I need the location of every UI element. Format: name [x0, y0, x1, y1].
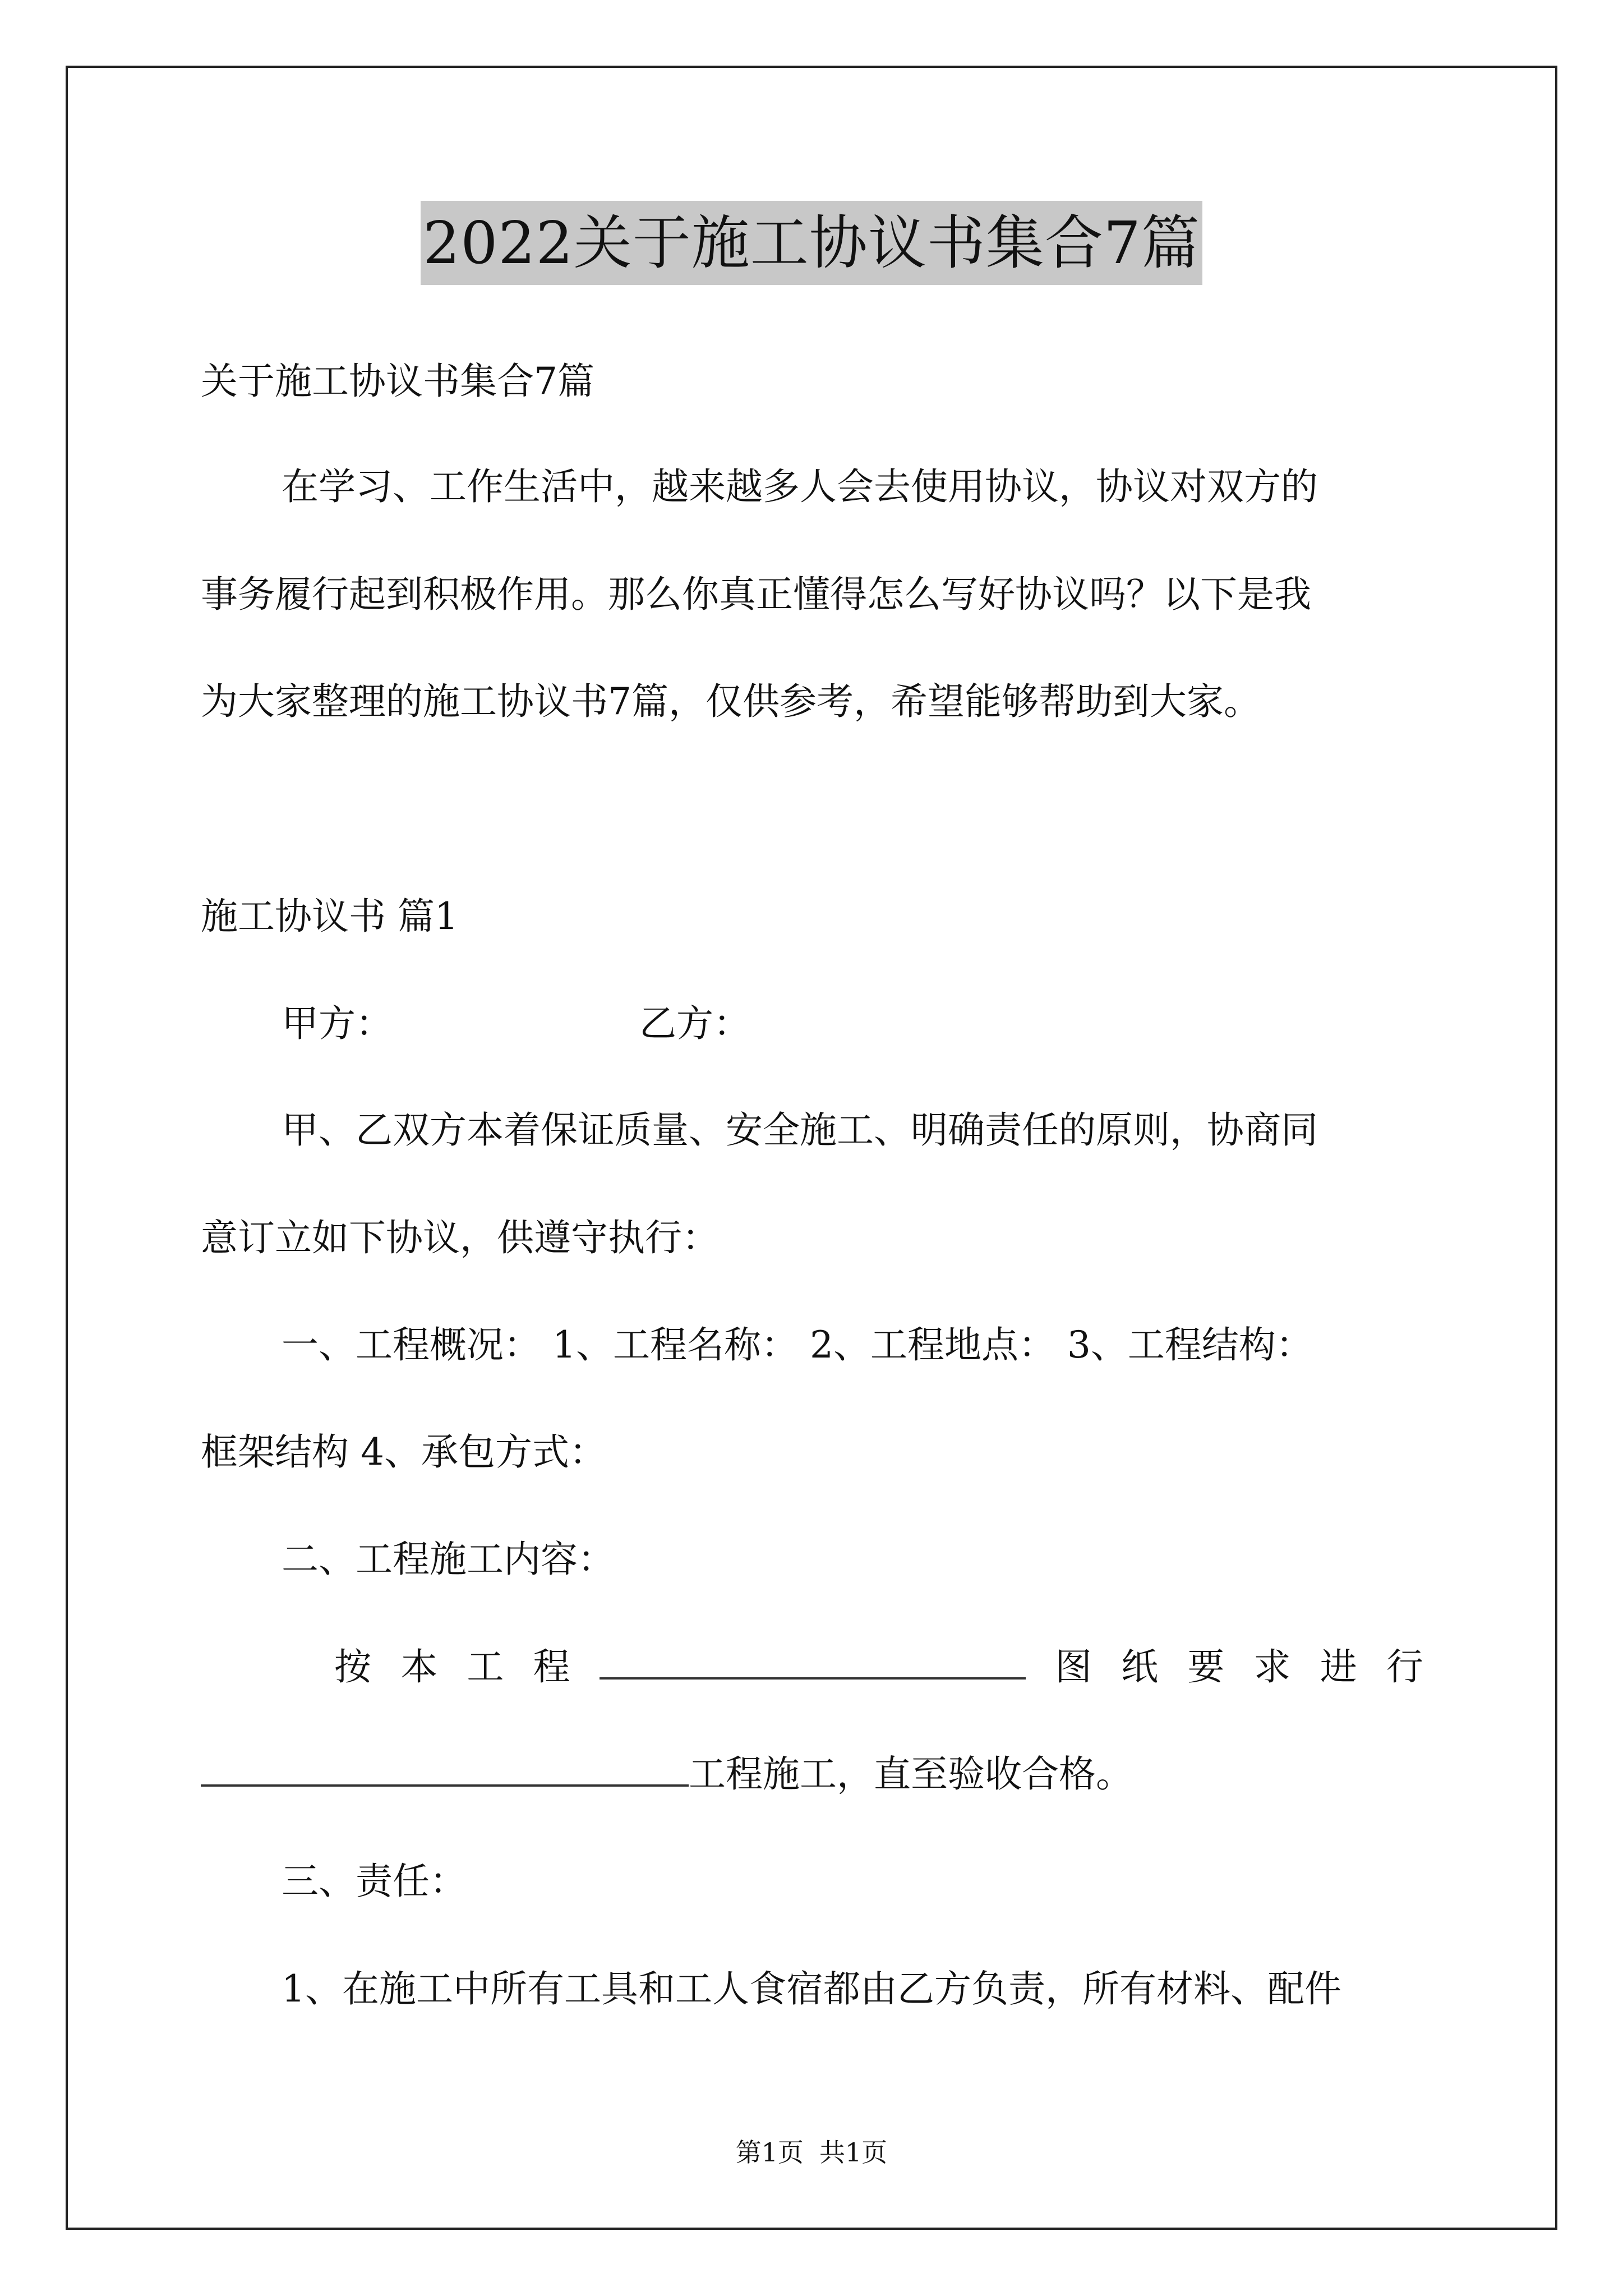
principle-line-2: 意订立如下协议，供遵守执行： [201, 1216, 719, 1259]
content-heading: 二、工程施工内容： [282, 1538, 615, 1581]
content-char: 求 [1253, 1645, 1291, 1688]
overview-line-2: 框架结构 4、承包方式： [201, 1430, 606, 1474]
content-char: 进 [1320, 1645, 1357, 1688]
intro-line-3: 为大家整理的施工协议书7篇，仅供参考，希望能够帮助到大家。 [201, 680, 1261, 723]
page-number: 第1页 [735, 2137, 804, 2168]
blank-underline [201, 1753, 689, 1787]
content-char: 纸 [1121, 1645, 1159, 1688]
content-char: 按 [334, 1645, 371, 1688]
principle-line-1: 甲、乙双方本着保证质量、安全施工、明确责任的原则，协商同 [282, 1108, 1318, 1152]
content-char: 图 [1054, 1645, 1092, 1688]
blank-underline [600, 1646, 1026, 1680]
content-char: 本 [400, 1645, 438, 1688]
document-title: 2022关于施工协议书集合7篇 [421, 201, 1202, 285]
overview-line-1: 一、工程概况： 1、工程名称： 2、工程地点： 3、工程结构： [282, 1323, 1313, 1366]
document-subtitle: 关于施工协议书集合7篇 [201, 360, 594, 403]
content-line-1 [334, 1645, 1423, 1690]
section-heading: 施工协议书 篇1 [201, 895, 458, 938]
content-char: 工 [467, 1645, 504, 1688]
content-char: 要 [1187, 1645, 1225, 1688]
page-footer [0, 2136, 1623, 2169]
party-a-label: 甲方： [282, 1002, 393, 1045]
party-b-label: 乙方： [639, 1002, 750, 1045]
page-total: 共1页 [819, 2137, 888, 2168]
intro-line-2: 事务履行起到积极作用。那么你真正懂得怎么写好协议吗？以下是我 [201, 573, 1311, 616]
content-line-2 [201, 1752, 1423, 1797]
responsibility-item-1: 1、在施工中所有工具和工人食宿都由乙方负责，所有材料、配件 [282, 1967, 1341, 2010]
content-char: 行 [1386, 1645, 1423, 1688]
content-char: 程 [533, 1645, 570, 1688]
responsibility-heading: 三、责任： [282, 1860, 467, 1903]
title-container [0, 201, 1623, 285]
intro-line-1: 在学习、工作生活中，越来越多人会去使用协议，协议对双方的 [282, 465, 1318, 508]
content-line-2-text: 工程施工，直至验收合格。 [689, 1752, 1133, 1796]
parties-line [282, 1001, 1423, 1046]
